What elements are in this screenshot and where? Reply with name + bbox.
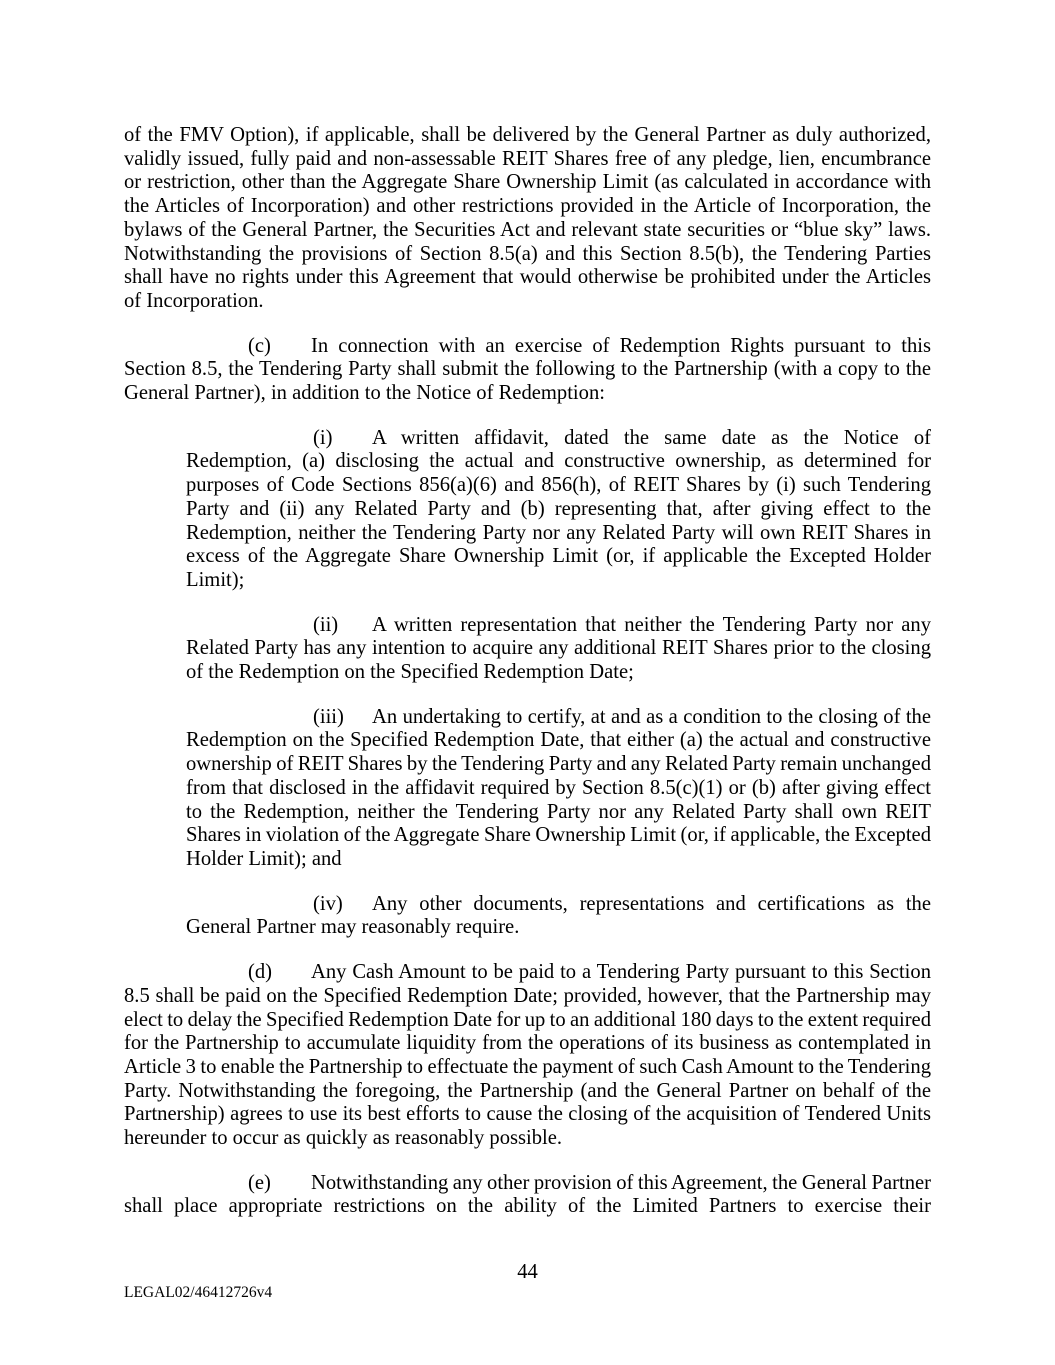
text-line: elect to delay the Specified Redemption Date for up to an additional 180 days to the extent required bbox=[124, 1008, 931, 1031]
text-line: Related Party has any intention to acquire any additional REIT Shares prior to the closing bbox=[186, 637, 931, 660]
first-line bbox=[124, 961, 931, 985]
text-line: hereunder to occur as quickly as reasonably possible. bbox=[124, 1127, 563, 1150]
text-line: validly issued, fully paid and non-assessable REIT Shares free of any pledge, lien, encumbrance bbox=[124, 147, 931, 170]
first-line bbox=[124, 335, 931, 359]
text-line: excess of the Aggregate Share Ownership Limit (or, if applicable the Excepted Holder bbox=[186, 545, 931, 568]
text-line: bylaws of the General Partner, the Securities Act and relevant state securities or “blue sky” laws. bbox=[124, 218, 931, 241]
text-line: shall have no rights under this Agreement that would otherwise be prohibited under the Articles bbox=[124, 266, 931, 289]
text-line: or restriction, other than the Aggregate Share Ownership Limit (as calculated in accordance with bbox=[124, 171, 931, 194]
text-line: ownership of REIT Shares by the Tendering Party and any Related Party remain unchanged bbox=[186, 753, 931, 776]
first-line bbox=[186, 893, 931, 917]
clause-iv bbox=[186, 893, 931, 940]
first-line bbox=[186, 706, 931, 730]
clause-i bbox=[186, 427, 931, 593]
first-line bbox=[124, 1172, 931, 1196]
text-line: to the Redemption, neither the Tendering Party nor any Related Party shall own REIT bbox=[186, 800, 931, 823]
text-line: for the Partnership to accumulate liquidity from the operations of its business as contemplated in bbox=[124, 1032, 931, 1055]
text-line: the Articles of Incorporation) and other restrictions provided in the Article of Incorporation, the bbox=[124, 195, 931, 218]
text-line: Party. Notwithstanding the foregoing, the Partnership (and the General Partner on behalf of the bbox=[124, 1079, 931, 1102]
text-line: of the FMV Option), if applicable, shall be delivered by the General Partner as duly authorized, bbox=[124, 124, 931, 146]
text-line: of the Redemption on the Specified Redemption Date; bbox=[186, 661, 634, 684]
text-line: purposes of Code Sections 856(a)(6) and 856(h), of REIT Shares by (i) such Tendering bbox=[186, 474, 931, 497]
clause-label: (iv) bbox=[313, 892, 343, 915]
text-line: Holder Limit); and bbox=[186, 847, 342, 870]
text-line: Party and (ii) any Related Party and (b) representing that, after giving effect to the bbox=[186, 497, 931, 520]
text-line: Notwithstanding the provisions of Section 8.5(a) and this Section 8.5(b), the Tendering Parties bbox=[124, 242, 931, 265]
text-line: shall place appropriate restrictions on the ability of the Limited Partners to exercise their bbox=[124, 1195, 931, 1218]
text-line: A written affidavit, dated the same date as the Notice of bbox=[372, 426, 931, 449]
text-line: Any Cash Amount to be paid to a Tendering Party pursuant to this Section bbox=[311, 961, 931, 984]
subsection-label: (c) bbox=[248, 334, 271, 357]
clause-label: (iii) bbox=[313, 705, 344, 728]
text-line: Any other documents, representations and certifications as the bbox=[372, 892, 931, 915]
subsection-c bbox=[124, 335, 931, 406]
text-line: An undertaking to certify, at and as a condition to the closing of the bbox=[372, 705, 931, 728]
clause-label: (ii) bbox=[313, 613, 339, 636]
text-line: Notwithstanding any other provision of this Agreement, the General Partner bbox=[311, 1171, 931, 1194]
text-line: General Partner), in addition to the Notice of Redemption: bbox=[124, 382, 605, 405]
text-line: In connection with an exercise of Redemption Rights pursuant to this bbox=[311, 334, 931, 357]
page-number: 44 bbox=[517, 1261, 538, 1283]
text-line: Section 8.5, the Tendering Party shall submit the following to the Partnership (with a copy to the bbox=[124, 358, 931, 381]
subsection-e bbox=[124, 1172, 931, 1219]
subsection-d bbox=[124, 961, 931, 1151]
text-line: of Incorporation. bbox=[124, 289, 264, 312]
text-line: Limit); bbox=[186, 568, 245, 591]
text-line: Redemption, neither the Tendering Party nor any Related Party will own REIT Shares in bbox=[186, 521, 931, 544]
text-line: from that disclosed in the affidavit required by Section 8.5(c)(1) or (b) after giving effect bbox=[186, 776, 931, 799]
subsection-label: (d) bbox=[248, 961, 273, 984]
text-line: A written representation that neither the Tendering Party nor any bbox=[372, 613, 931, 636]
clause-label: (i) bbox=[313, 426, 333, 449]
text-line: 8.5 shall be paid on the Specified Redemption Date; provided, however, that the Partnership may bbox=[124, 984, 931, 1007]
document-id: LEGAL02/46412726v4 bbox=[124, 1284, 273, 1301]
text-line: Article 3 to enable the Partnership to effectuate the payment of such Cash Amount to the Tendering bbox=[124, 1055, 931, 1078]
text-line: Redemption, (a) disclosing the actual and constructive ownership, as determined for bbox=[186, 450, 931, 473]
paragraph-continued bbox=[124, 124, 931, 314]
clause-ii bbox=[186, 614, 931, 685]
text-line: Shares in violation of the Aggregate Share Ownership Limit (or, if applicable, the Excepted bbox=[186, 824, 931, 847]
subsection-label: (e) bbox=[248, 1171, 271, 1194]
text-line: Partnership) agrees to use its best efforts to cause the closing of the acquisition of Tendered Units bbox=[124, 1103, 931, 1126]
text-line: General Partner may reasonably require. bbox=[186, 916, 520, 939]
first-line bbox=[186, 427, 931, 451]
text-line: Redemption on the Specified Redemption Date, that either (a) the actual and constructive bbox=[186, 729, 931, 752]
page-body bbox=[124, 124, 931, 1240]
clause-iii bbox=[186, 706, 931, 872]
first-line bbox=[186, 614, 931, 638]
